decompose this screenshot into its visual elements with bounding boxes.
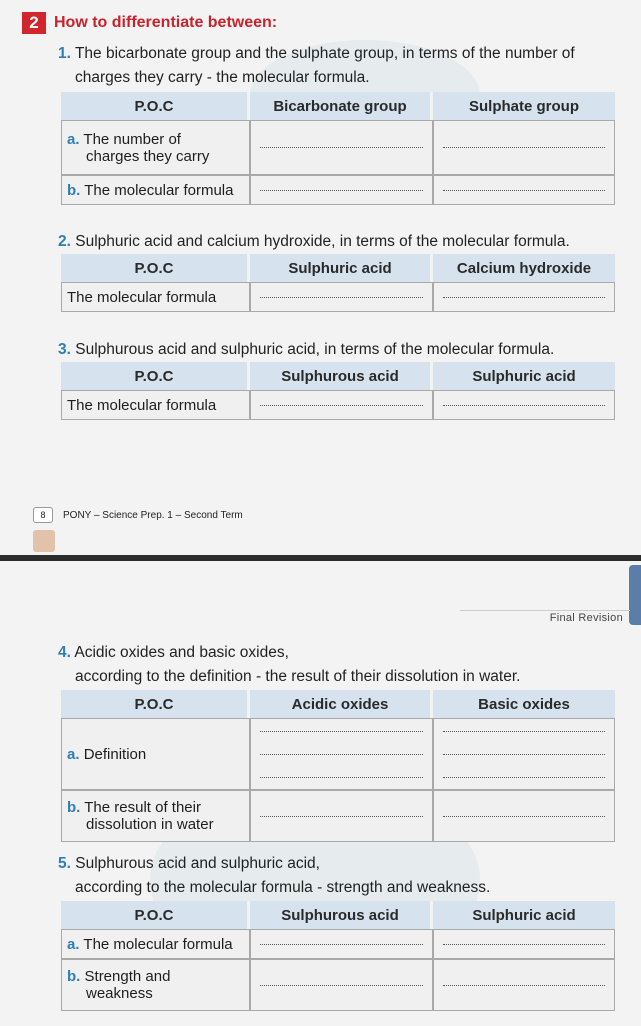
row-label: [61, 790, 250, 842]
answer-cell[interactable]: [250, 929, 433, 959]
answer-cell[interactable]: [250, 120, 433, 175]
answer-cell[interactable]: [250, 175, 433, 205]
row-label: [61, 175, 250, 205]
row-letter: a.: [67, 935, 80, 953]
page-header-label: Final Revision: [549, 612, 623, 624]
answer-cell[interactable]: [250, 718, 433, 790]
row-letter: b.: [67, 799, 81, 816]
question-4: [58, 641, 520, 689]
section-number: 2: [22, 12, 46, 34]
column-header: P.O.C: [61, 254, 250, 282]
row-letter: a.: [67, 130, 80, 148]
row-label-text: The result of their: [84, 799, 201, 816]
column-header: Bicarbonate group: [250, 92, 433, 120]
answer-cell[interactable]: [433, 790, 615, 842]
section-header: [22, 12, 277, 34]
row-letter: b.: [67, 968, 81, 985]
answer-cell[interactable]: [250, 790, 433, 842]
row-letter: b.: [67, 181, 81, 199]
question-number: 2.: [58, 233, 71, 250]
row-label-text: The number of: [83, 130, 181, 148]
table-row: [61, 120, 615, 175]
table-row: [61, 959, 615, 1011]
column-header: Calcium hydroxide: [433, 254, 615, 282]
page-footer: [33, 507, 243, 523]
question-5: [58, 852, 490, 900]
question-number: 1.: [58, 45, 71, 62]
column-header: P.O.C: [61, 92, 250, 120]
answer-cell[interactable]: [433, 282, 615, 312]
question-text-cont: according to the definition - the result of their dissolution in water.: [75, 668, 521, 685]
question-number: 3.: [58, 341, 71, 358]
column-header: Sulphuric acid: [433, 362, 615, 390]
column-header: Sulphuric acid: [433, 901, 615, 929]
column-header: Acidic oxides: [250, 690, 433, 718]
question-number: 4.: [58, 644, 71, 661]
column-header: Sulphurous acid: [250, 901, 433, 929]
comparison-table-2: [61, 254, 615, 312]
column-header: Sulphate group: [433, 92, 615, 120]
column-header: Sulphurous acid: [250, 362, 433, 390]
answer-cell[interactable]: [433, 120, 615, 175]
answer-cell[interactable]: [433, 929, 615, 959]
column-header: Sulphuric acid: [250, 254, 433, 282]
question-number: 5.: [58, 855, 71, 872]
question-text: Sulphuric acid and calcium hydroxide, in terms of the molecular formula.: [75, 233, 570, 250]
table-row: [61, 282, 615, 312]
row-label-text: dissolution in water: [86, 816, 214, 833]
row-label: [61, 718, 250, 790]
row-label: The molecular formula: [61, 390, 250, 420]
row-label-text: charges they carry: [86, 147, 210, 165]
comparison-table-1: [61, 92, 615, 205]
table-row: [61, 175, 615, 205]
answer-cell[interactable]: [433, 718, 615, 790]
comparison-table-4: [61, 690, 615, 842]
row-label: [61, 959, 250, 1011]
footer-text: PONY – Science Prep. 1 – Second Term: [63, 509, 243, 521]
question-text-cont: according to the molecular formula - strength and weakness.: [75, 879, 491, 896]
answer-cell[interactable]: [433, 390, 615, 420]
comparison-table-3: [61, 362, 615, 420]
question-text: The bicarbonate group and the sulphate group, in terms of the number of: [74, 45, 575, 62]
table-row: [61, 929, 615, 959]
column-header: P.O.C: [61, 362, 250, 390]
row-label-text: The molecular formula: [84, 181, 234, 199]
answer-cell[interactable]: [250, 282, 433, 312]
column-header: P.O.C: [61, 901, 250, 929]
decorative-stamp: [33, 530, 55, 552]
answer-cell[interactable]: [433, 175, 615, 205]
row-letter: a.: [67, 745, 80, 763]
row-label-text: The molecular formula: [83, 935, 233, 953]
row-label-text: Strength and: [84, 968, 171, 985]
column-header: P.O.C: [61, 690, 250, 718]
row-label: The molecular formula: [61, 282, 250, 312]
section-title: How to differentiate between:: [54, 14, 278, 31]
row-label: [61, 120, 250, 175]
answer-cell[interactable]: [250, 959, 433, 1011]
comparison-table-5: [61, 901, 615, 1011]
page-number: 8: [33, 507, 53, 523]
table-row: [61, 390, 615, 420]
question-text: Acidic oxides and basic oxides,: [74, 644, 289, 661]
question-text: Sulphurous acid and sulphuric acid, in terms of the molecular formula.: [75, 341, 555, 358]
question-2: [58, 230, 570, 254]
table-row: [61, 718, 615, 790]
header-rule: [460, 610, 630, 611]
column-header: Basic oxides: [433, 690, 615, 718]
row-label-text: Definition: [83, 745, 147, 763]
row-label-text: weakness: [86, 985, 153, 1002]
page-tab: [629, 565, 641, 625]
question-1: [58, 42, 575, 90]
answer-cell[interactable]: [250, 390, 433, 420]
question-text: Sulphurous acid and sulphuric acid,: [75, 855, 320, 872]
question-text-cont: charges they carry - the molecular formula.: [75, 69, 370, 86]
table-row: [61, 790, 615, 842]
question-3: [58, 338, 554, 362]
answer-cell[interactable]: [433, 959, 615, 1011]
row-label: [61, 929, 250, 959]
